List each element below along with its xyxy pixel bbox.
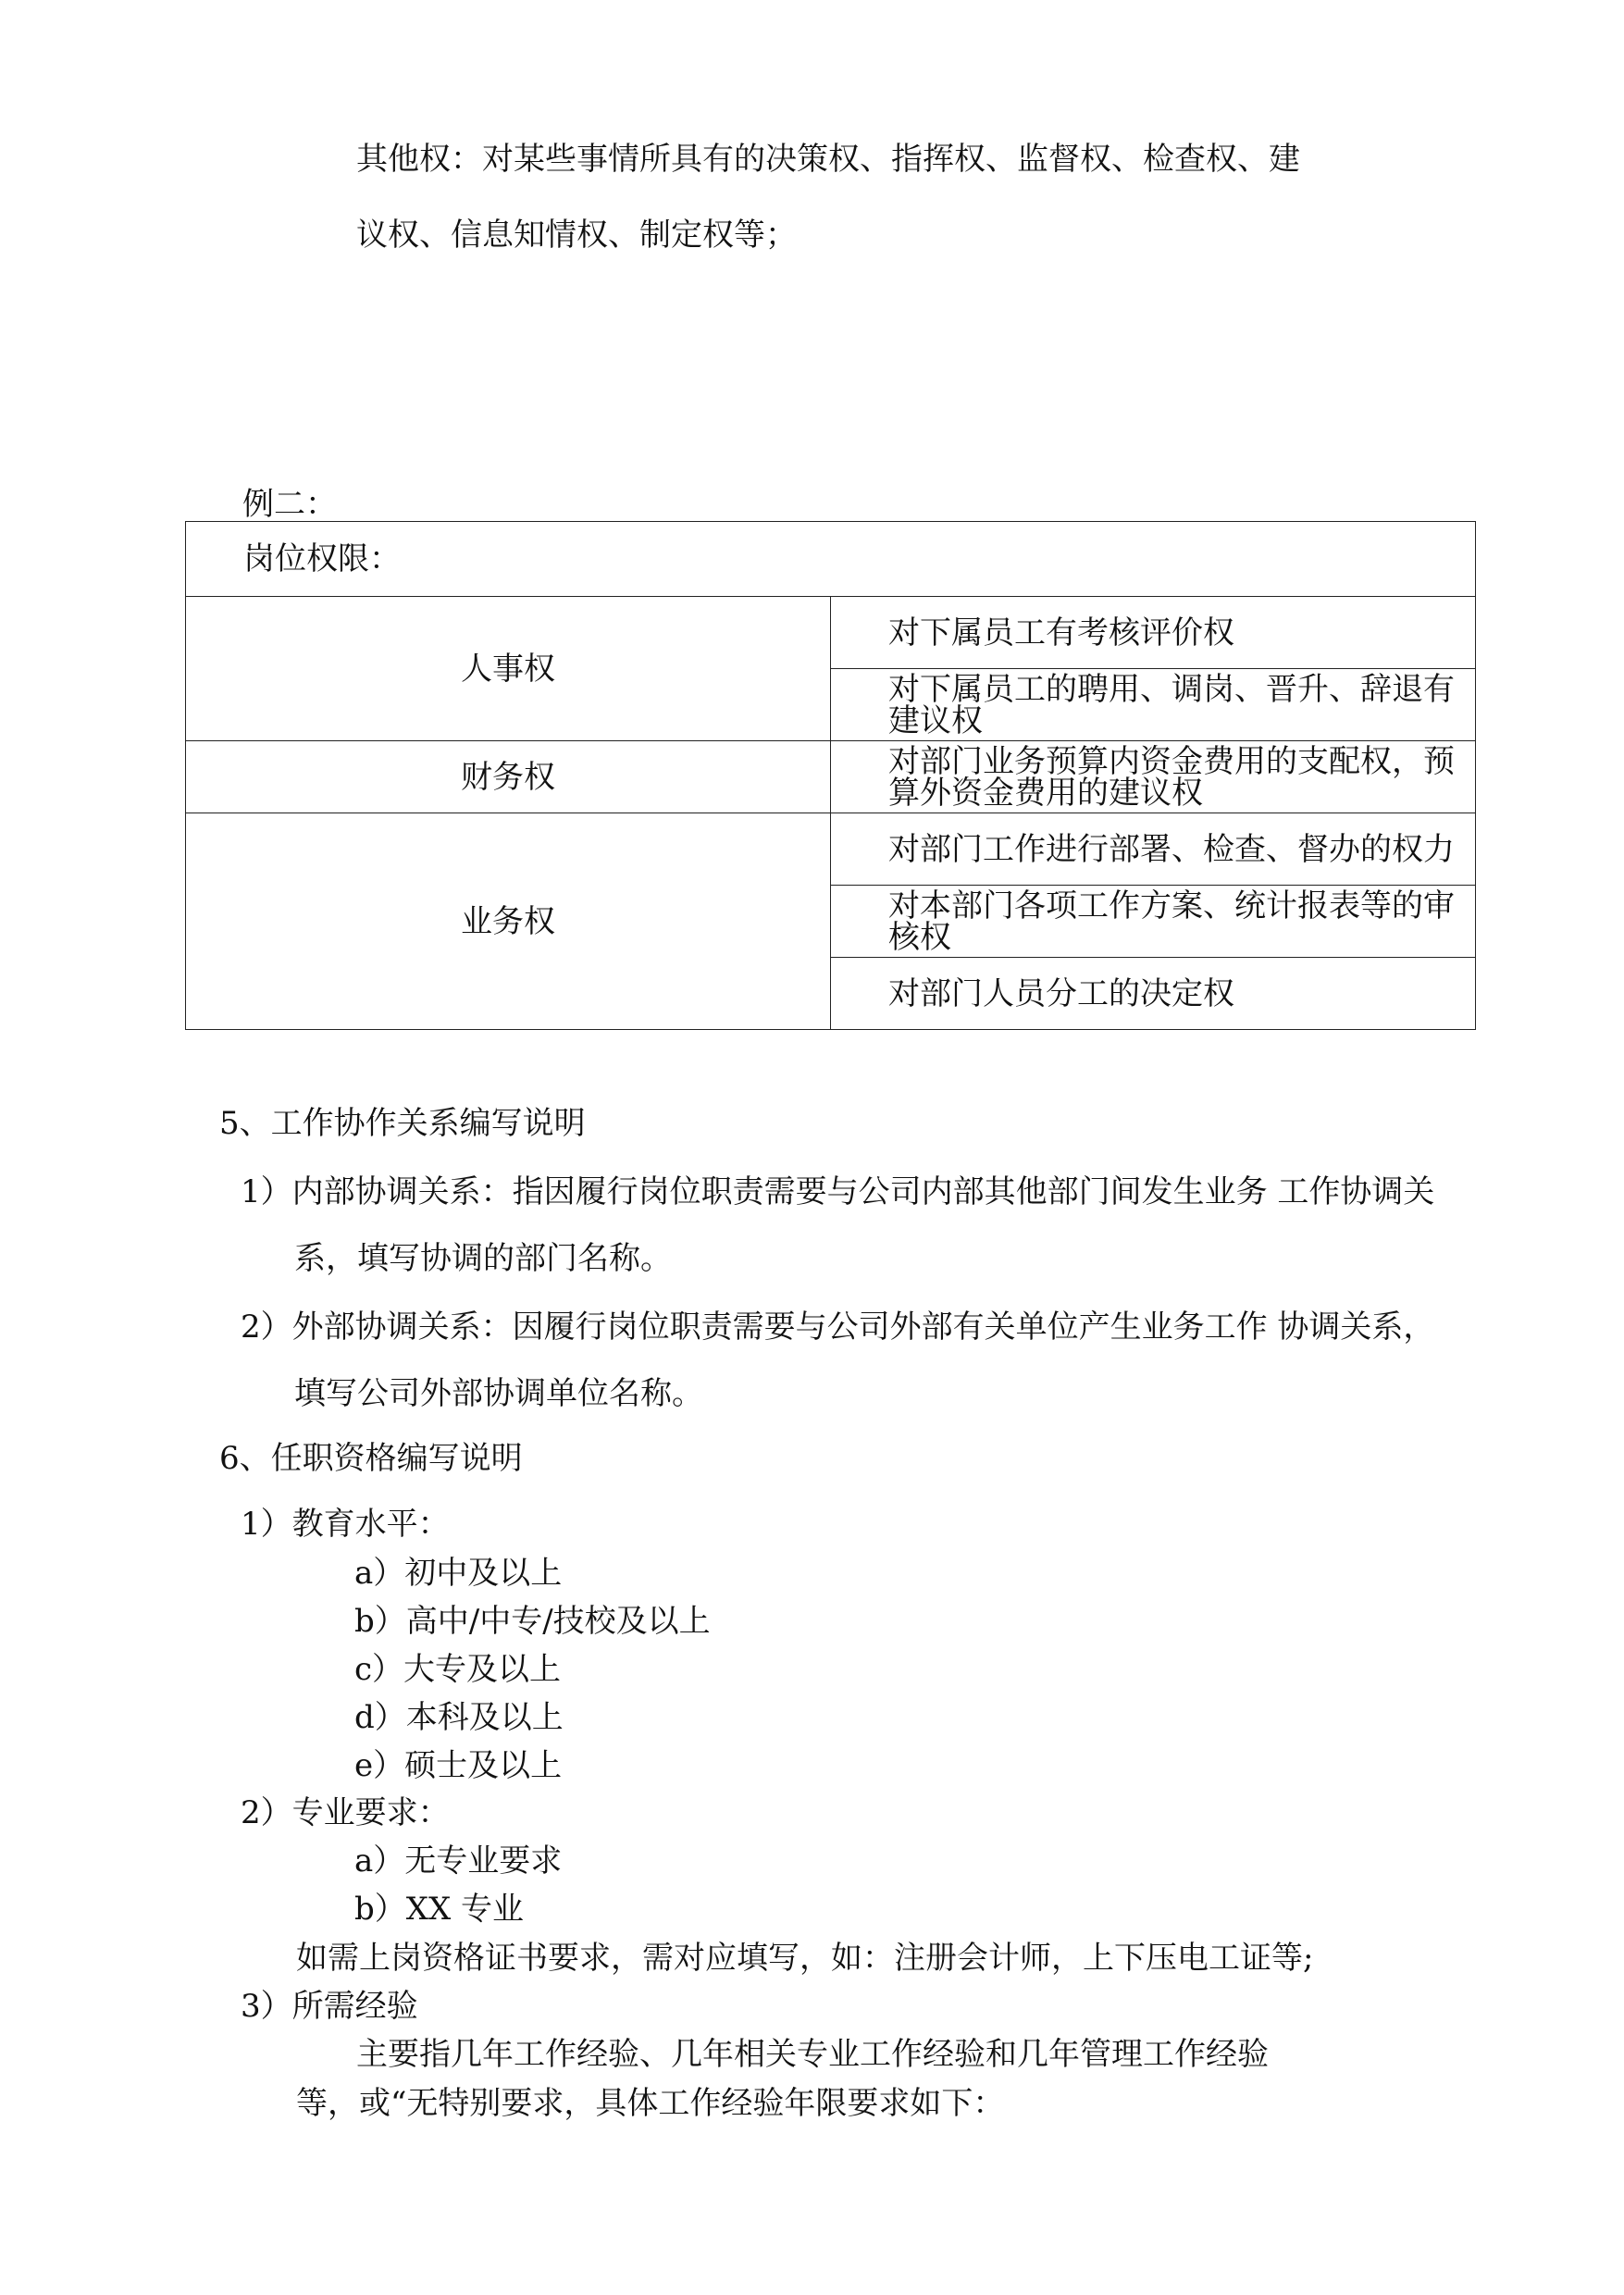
paragraph-line: 系，填写协调的部门名称。 (294, 1240, 672, 1277)
permission-item: 对部门业务预算内资金费用的支配权，预算外资金费用的建议权 (831, 741, 1476, 813)
major-label: 2）专业要求： (241, 1794, 450, 1831)
permission-item: 对下属员工有考核评价权 (831, 597, 1476, 669)
permission-item: 对本部门各项工作方案、统计报表等的审核权 (831, 886, 1476, 958)
list-item: b）XX 专业 (354, 1891, 524, 1928)
paragraph-line: 议权、信息知情权、制定权等； (356, 217, 797, 254)
table-header: 岗位权限： (186, 522, 1476, 597)
list-item: d）本科及以上 (354, 1699, 564, 1736)
note-text: 如需上岗资格证书要求，需对应填写，如：注册会计师，上下压电工证等; (296, 1940, 1314, 1977)
list-item: c）大专及以上 (354, 1651, 562, 1688)
education-label: 1）教育水平： (241, 1506, 450, 1543)
paragraph-line: 2）外部协调关系：因履行岗位职责需要与公司外部有关单位产生业务工作 协调关系， (241, 1309, 1435, 1346)
permission-item: 对部门工作进行部署、检查、督办的权力 (831, 813, 1476, 886)
paragraph-line: 填写公司外部协调单位名称。 (294, 1375, 703, 1412)
paragraph-line: 1）内部协调关系：指因履行岗位职责需要与公司内部其他部门间发生业务 工作协调关 (241, 1173, 1435, 1210)
section-heading: 6、任职资格编写说明 (219, 1440, 523, 1477)
section-heading: 5、工作协作关系编写说明 (219, 1105, 586, 1142)
list-item: a）初中及以上 (354, 1555, 563, 1592)
category-finance: 财务权 (186, 741, 831, 813)
list-item: a）无专业要求 (354, 1842, 563, 1879)
table-row (186, 522, 1476, 597)
list-item: b）高中/中专/技校及以上 (354, 1603, 711, 1640)
permission-item: 对下属员工的聘用、调岗、晋升、辞退有建议权 (831, 669, 1476, 741)
table-row (186, 741, 1476, 813)
experience-label: 3）所需经验 (241, 1988, 418, 2025)
table-row (186, 813, 1476, 886)
category-personnel: 人事权 (186, 597, 831, 741)
example-label: 例二： (242, 486, 337, 523)
category-business: 业务权 (186, 813, 831, 1030)
table-row (186, 597, 1476, 669)
permission-item: 对部门人员分工的决定权 (831, 958, 1476, 1030)
paragraph-line: 等，或“无特别要求，具体工作经验年限要求如下： (296, 2085, 1005, 2122)
paragraph-line: 主要指几年工作经验、几年相关专业工作经验和几年管理工作经验 (356, 2036, 1269, 2073)
permissions-table (185, 521, 1476, 1030)
list-item: e）硕士及以上 (354, 1747, 563, 1784)
paragraph-line: 其他权：对某些事情所具有的决策权、指挥权、监督权、检查权、建 (356, 141, 1300, 178)
